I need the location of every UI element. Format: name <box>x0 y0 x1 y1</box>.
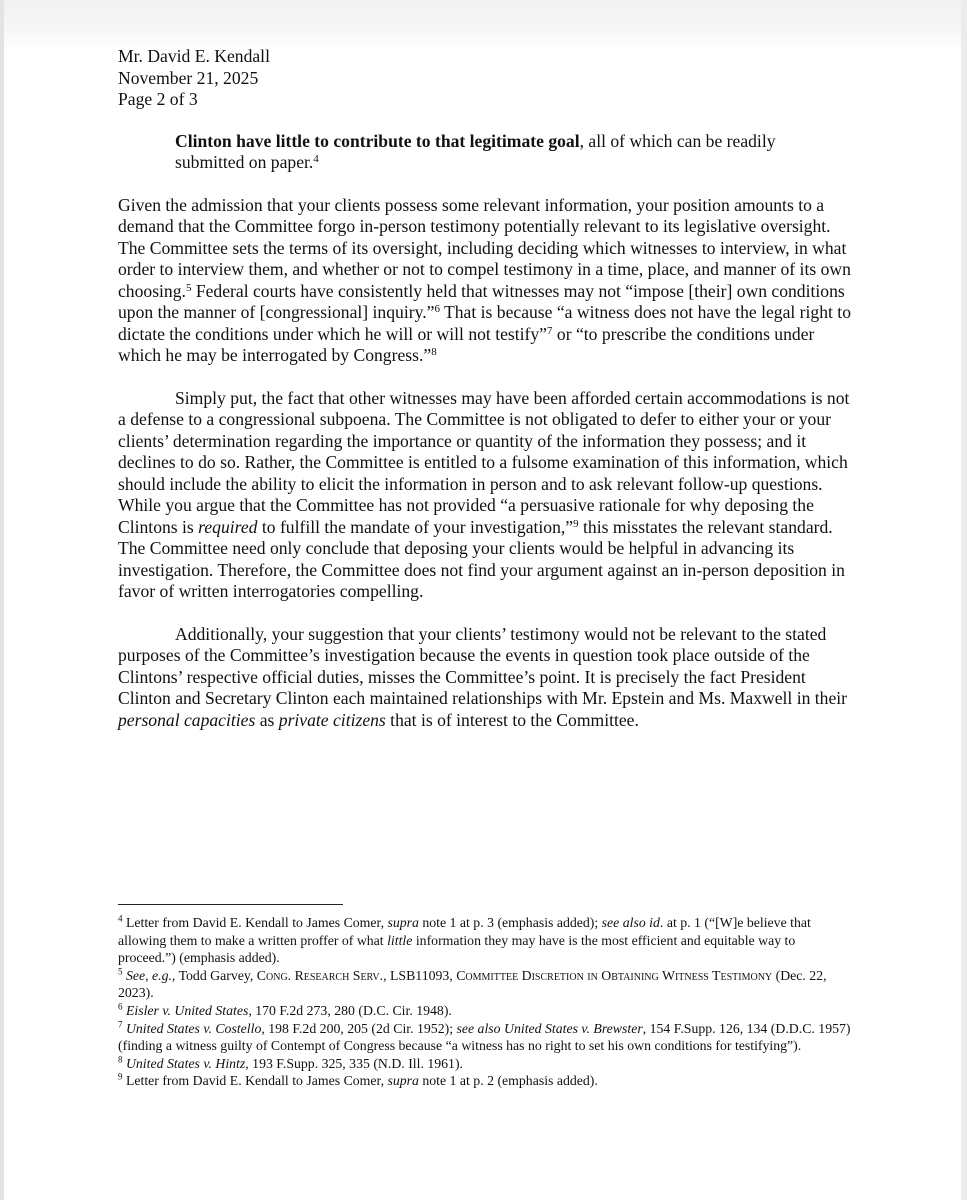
paragraph-text: that is of interest to the Committee. <box>385 709 639 730</box>
footnote-smallcaps: Cong. Research Serv. <box>256 967 384 983</box>
footnote-number: 7 <box>118 1019 123 1030</box>
footnote-number: 8 <box>118 1054 123 1065</box>
paragraph-text: or “to prescribe the conditions under which he may be interrogated by Congress.” <box>118 323 815 365</box>
footnote-text: , Todd Garvey, <box>171 967 257 983</box>
scan-right-edge <box>961 0 967 1200</box>
letter-header <box>118 46 853 111</box>
footnote-italic: See, e.g. <box>122 967 172 983</box>
paragraph-text: Given the admission that your clients possess some relevant information, your position amounts to a demand that the Committee forgo in-person testimony potentially relevant to its legislative oversight. The Committee sets the terms of its oversight, including deciding which witnesses to interview, in what order to interview them, and whether or not to compel testimony in a time, place, and manner of its own choosing. <box>118 194 851 301</box>
paragraph-text: as <box>255 709 279 730</box>
footnote-number: 6 <box>118 1001 123 1012</box>
paragraph-text: That is because “a witness does not have the legal right to dictate the conditions under which he will or will not testify” <box>118 302 851 344</box>
footnote-text: (Dec. 22, 2023). <box>118 967 827 1001</box>
paragraph-text: Additionally, your suggestion that your clients’ testimony would not be relevant to the stated purposes of the Committee’s investigation because the events in question took place outside of the Clintons’ respective official duties, misses the Committee’s point. It is precisely the fact President Clinton and Secretary Clinton each maintained relationships with Mr. Epstein and Ms. Maxwell in their <box>118 623 848 708</box>
footnote-8 <box>118 1055 853 1073</box>
footnote-text: note 1 at p. 3 (emphasis added); <box>418 915 602 930</box>
paragraph-text: Simply put, the fact that other witnesses may have been afforded certain accommodations is not a defense to a congressional subpoena. The Committee is not obligated to defer to either your or your clients’ determination regarding the importance or quantity of the information they possess; and it declines to do so. Rather, the Committee is entitled to a fulsome examination of this information, which should include the ability to elicit the information in person and to ask relevant follow-up questions. While you argue that the Committee has not provided “a persuasive rationale for why deposing the Clintons is <box>118 387 850 537</box>
paragraph-text: Federal courts have consistently held that witnesses may not “impose [their] own conditions upon the manner of [congressional] inquiry.” <box>118 280 845 322</box>
footnote-7 <box>118 1020 853 1055</box>
footnote-ref-8[interactable]: 8 <box>431 345 437 358</box>
footnote-ref-5[interactable]: 5 <box>185 281 192 294</box>
footnote-italic: United States v. Costello <box>122 1020 262 1036</box>
footnote-ref-4[interactable]: 4 <box>313 152 319 165</box>
block-quote <box>175 131 835 174</box>
footnote-text: . at p. 1 (“[W]e believe that allowing them to make a written proffer of what <box>118 915 811 948</box>
paragraph-2 <box>118 388 853 603</box>
footnote-ref-7[interactable]: 7 <box>547 324 553 337</box>
scan-left-edge <box>0 0 4 1200</box>
paragraph-1 <box>118 195 853 367</box>
paragraph-text: to fulfill the mandate of your investigation,” <box>257 516 574 537</box>
recipient-name: Mr. David E. Kendall <box>118 46 270 66</box>
footnote-italic: supra <box>387 1073 419 1089</box>
footnote-text: Letter from David E. Kendall to James Comer, <box>122 915 388 930</box>
footnote-9 <box>118 1072 853 1090</box>
footnote-ref-9[interactable]: 9 <box>573 517 579 530</box>
footnote-text: , 193 F.Supp. 325, 335 (N.D. Ill. 1961). <box>245 1055 463 1071</box>
footnote-number: 4 <box>118 913 123 924</box>
footnote-smallcaps: Committee Discretion in Obtaining Witness Testimony <box>456 967 773 983</box>
footnote-text: , LSB11093, <box>383 967 457 983</box>
footnote-italic: little <box>387 932 413 948</box>
paragraph-text: this misstates the relevant standard. The Committee need only conclude that deposing your clients would be helpful in advancing its investigation. Therefore, the Committee does not find your argument against an in-person deposition in favor of written interrogatories compelling. <box>118 516 845 601</box>
footnote-italic: see also id <box>601 915 660 930</box>
footnote-italic: United States v. Hintz <box>122 1055 246 1071</box>
footnote-italic: supra <box>387 915 419 930</box>
letter-date: November 21, 2025 <box>118 67 259 88</box>
footnotes-section <box>118 914 853 1090</box>
footnote-text: , 198 F.2d 200, 205 (2d Cir. 1952); <box>261 1020 457 1036</box>
footnote-text: information they may have is the most efficient and equitable way to proceed.”) (emphasis added). <box>118 932 796 966</box>
paragraph-3 <box>118 624 853 732</box>
footnote-italic: Eisler v. United States <box>122 1002 249 1018</box>
scan-top-shadow <box>0 0 967 52</box>
emphasis-text: required <box>198 516 258 537</box>
footnote-italic: see also United States v. Brewster <box>456 1020 643 1036</box>
footnote-text: , 154 F.Supp. 126, 134 (D.D.C. 1957) (finding a witness guilty of Contempt of Congress because “a witness has no right to set his own conditions for testifying”). <box>118 1020 851 1054</box>
footnote-5 <box>118 967 853 1002</box>
footnote-text: note 1 at p. 2 (emphasis added). <box>418 1073 598 1089</box>
emphasis-text: personal capacities <box>118 709 256 730</box>
emphasis-text: private citizens <box>278 709 386 730</box>
footnote-4 <box>118 914 853 967</box>
block-quote-text: , all of which can be readily submitted on paper. <box>175 130 776 172</box>
footnote-number: 5 <box>118 966 123 977</box>
footnote-text: , 170 F.2d 273, 280 (D.C. Cir. 1948). <box>248 1002 452 1018</box>
letter-page <box>118 46 853 731</box>
page-number: Page 2 of 3 <box>118 89 198 109</box>
footnote-number: 9 <box>118 1071 123 1082</box>
block-quote-bold: Clinton have little to contribute to that legitimate goal <box>175 130 580 151</box>
footnote-6 <box>118 1002 853 1020</box>
footnote-ref-6[interactable]: 6 <box>434 302 440 315</box>
footnote-text: Letter from David E. Kendall to James Comer, <box>122 1073 388 1089</box>
footnote-separator <box>118 904 343 905</box>
